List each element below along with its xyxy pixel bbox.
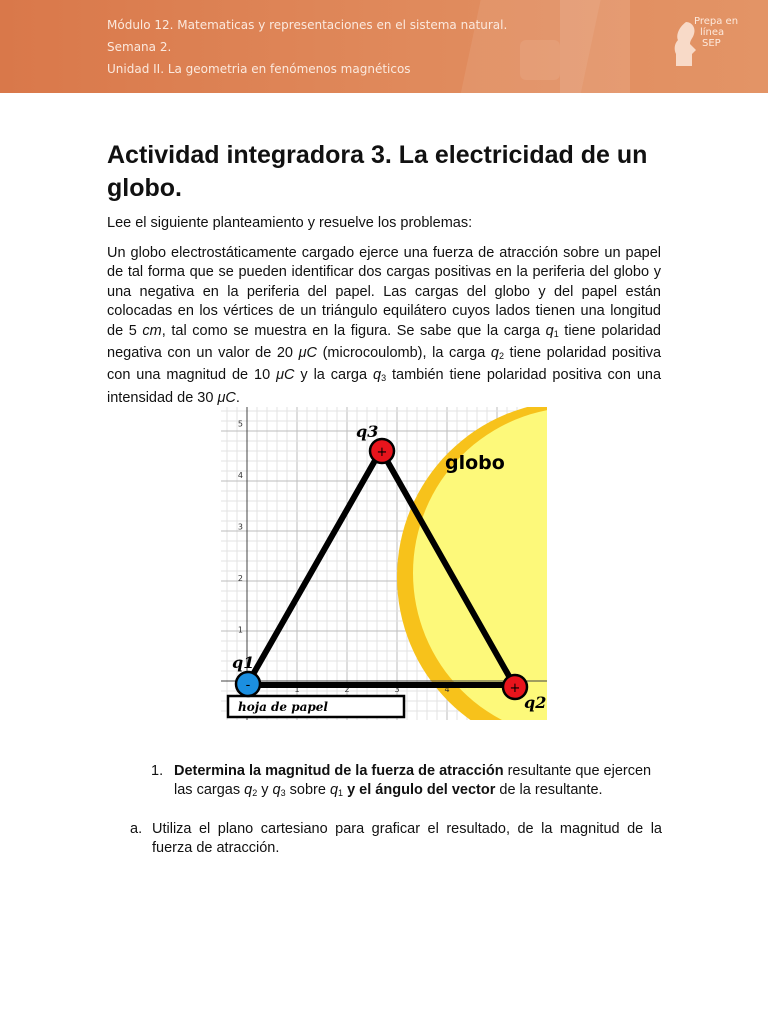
charge-subscript: 1 bbox=[338, 788, 344, 798]
question-letter: a. bbox=[130, 821, 143, 837]
question-number: 1. bbox=[151, 763, 164, 779]
x-tick-label: 4 bbox=[444, 685, 450, 694]
figure-canvas bbox=[221, 407, 547, 720]
charge-q2-sign: + bbox=[509, 681, 521, 696]
charge-q1-sign: - bbox=[245, 678, 251, 693]
logo-text-line: Prepa en bbox=[694, 16, 739, 27]
emphasis: y el ángulo del vector bbox=[343, 782, 496, 798]
intro-text: Lee el siguiente planteamiento y resuelve los problemas: bbox=[107, 215, 473, 231]
text-run: . bbox=[235, 389, 240, 406]
unit-microcoulomb: μC bbox=[276, 367, 295, 384]
charge-q3-sign: + bbox=[376, 445, 388, 460]
header-banner bbox=[0, 0, 768, 93]
text-run: y bbox=[257, 782, 273, 798]
question-text: Utiliza el plano cartesiano para graficar el resultado, de la magnitud de la fuerza de atracción. bbox=[152, 821, 662, 856]
label-q3: q3 bbox=[356, 422, 379, 441]
page-title: Actividad integradora 3. La electricidad de un globo. bbox=[107, 141, 648, 202]
module-line: Módulo 12. Matematicas y representaciones en el sistema natural. bbox=[107, 18, 508, 32]
problem-statement bbox=[107, 244, 661, 408]
text-run: tiene polaridad negativa con un valor de 20 bbox=[107, 322, 661, 362]
y-tick-label: 3 bbox=[237, 522, 243, 532]
text-run: (microcoulomb), la carga bbox=[317, 345, 491, 362]
unit-microcoulomb: μC bbox=[217, 389, 236, 406]
charge-symbol: q bbox=[329, 782, 339, 798]
question-text bbox=[174, 762, 662, 803]
header-decoration bbox=[560, 0, 630, 93]
text-run: resultante que ejercen las cargas bbox=[174, 763, 652, 798]
text-run: y la carga bbox=[294, 367, 373, 384]
text-run: también tiene polaridad positiva con una intensidad de 30 bbox=[107, 367, 662, 406]
charge-symbol: q bbox=[272, 782, 281, 798]
label-q1: q1 bbox=[232, 653, 255, 672]
y-tick-label: 4 bbox=[237, 471, 243, 480]
unit-microcoulomb: μC bbox=[298, 345, 317, 362]
text-run: , tal como se muestra en la figura. Se sabe que la carga bbox=[161, 322, 546, 339]
x-tick-label: 3 bbox=[394, 685, 400, 694]
charge-subscript: 3 bbox=[381, 373, 387, 384]
logo-text-line: SEP bbox=[702, 38, 721, 49]
logo-text bbox=[694, 16, 738, 49]
y-tick-label: 2 bbox=[237, 574, 243, 583]
prepa-en-linea-logo bbox=[672, 14, 742, 72]
label-globo: globo bbox=[445, 452, 505, 474]
charge-subscript: 1 bbox=[553, 328, 559, 339]
charge-symbol: q bbox=[244, 782, 253, 798]
week-line: Semana 2. bbox=[107, 40, 172, 54]
text-run: sobre bbox=[285, 782, 330, 798]
y-tick-label: 1 bbox=[237, 625, 243, 635]
header-text bbox=[107, 14, 507, 80]
unit-cm: cm bbox=[142, 322, 162, 339]
text-run: Un globo electrostáticamente cargado ejerce una fuerza de atracción sobre un papel de tal forma que se pueden identificar dos cargas positivas en la periferia del globo y una negativa en la periferia del papel. Las cargas del globo y del papel están colocadas en los vértices de un triángulo equilátero cuyos lados tienen una longitud de 5 bbox=[107, 245, 661, 339]
unit-line: Unidad II. La geometria en fenómenos magnéticos bbox=[107, 62, 411, 76]
emphasis: Determina la magnitud de la fuerza de atracción bbox=[174, 763, 504, 779]
paper-label: hoja de papel bbox=[238, 700, 328, 714]
x-tick-label: 1 bbox=[294, 685, 300, 694]
charge-subscript: 2 bbox=[252, 788, 258, 798]
charge-subscript: 3 bbox=[280, 788, 286, 798]
y-tick-label: 5 bbox=[237, 419, 243, 429]
x-tick-label: 2 bbox=[344, 685, 350, 694]
charge-symbol: q bbox=[372, 367, 382, 384]
text-run: de la resultante. bbox=[495, 782, 603, 798]
charge-subscript: 2 bbox=[498, 351, 504, 362]
header-decoration bbox=[520, 40, 560, 80]
logo-text-line: línea bbox=[700, 27, 725, 38]
label-q2: q2 bbox=[524, 693, 547, 712]
charge-symbol: q bbox=[490, 345, 499, 362]
charge-triangle-figure bbox=[221, 407, 547, 720]
text-run: tiene polaridad positiva con una magnitud de 10 bbox=[107, 345, 662, 384]
charge-symbol: q bbox=[545, 322, 554, 339]
